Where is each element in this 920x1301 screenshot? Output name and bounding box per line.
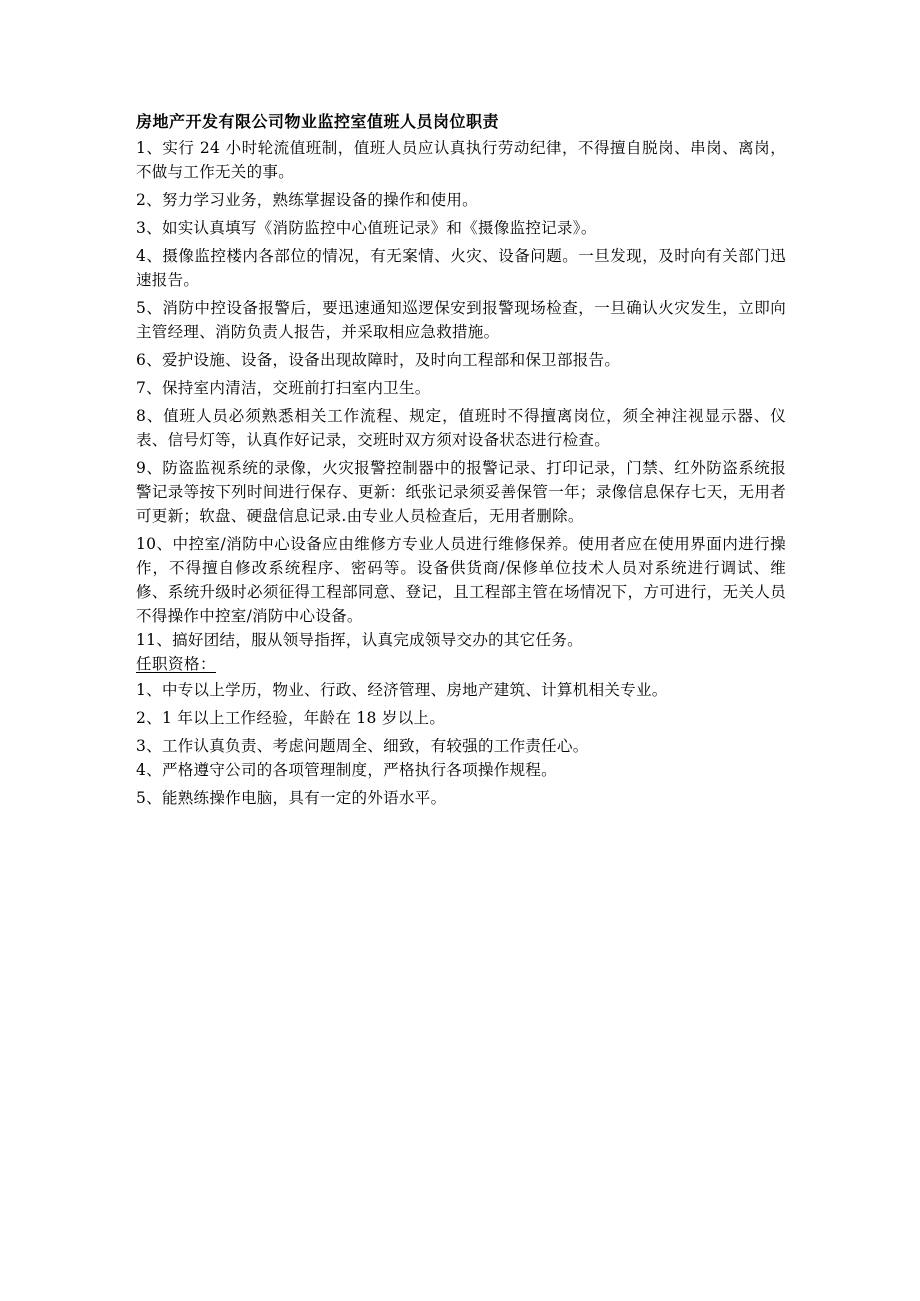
duties-list: [136, 136, 786, 652]
qualifications-list: [136, 678, 786, 810]
duty-item-1: 1、实行 24 小时轮流值班制，值班人员应认真执行劳动纪律，不得擅自脱岗、串岗、离岗，不做与工作无关的事。: [136, 139, 786, 181]
duty-item-3: 3、如实认真填写《消防监控中心值班记录》和《摄像监控记录》。: [136, 219, 597, 237]
qualification-item-3: 3、工作认真负责、考虑问题周全、细致，有较强的工作责任心。: [136, 737, 589, 755]
duty-item-9: 9、防盗监视系统的录像，火灾报警控制器中的报警记录、打印记录，门禁、红外防盗系统报警记录等按下列时间进行保存、更新：纸张记录须妥善保管一年；录像信息保存七天，无用者可更新；软盘、硬盘信息记录.由专业人员检查后，无用者删除。: [136, 459, 786, 525]
document-title: 房地产开发有限公司物业监控室值班人员岗位职责: [136, 112, 500, 131]
duty-item-11: 11、搞好团结，服从领导指挥，认真完成领导交办的其它任务。: [136, 631, 583, 649]
document-page: [136, 110, 786, 814]
duty-item-10: 10、中控室/消防中心设备应由维修方专业人员进行维修保养。使用者应在使用界面内进行操作，不得擅自修改系统程序、密码等。设备供货商/保修单位技术人员对系统进行调试、维修、系统升级时必须征得工程部同意、登记，且工程部主管在场情况下，方可进行，无关人员不得操作中控室/消防中心设备。: [136, 535, 786, 625]
qualification-item-5: 5、能熟练操作电脑，具有一定的外语水平。: [136, 789, 447, 807]
duty-item-6: 6、爱护设施、设备，设备出现故障时，及时向工程部和保卫部报告。: [136, 351, 621, 369]
duty-item-5: 5、消防中控设备报警后，要迅速通知巡逻保安到报警现场检查，一旦确认火灾发生，立即向主管经理、消防负责人报告，并采取相应急救措施。: [136, 299, 786, 341]
qualification-heading-text: 任职资格：: [136, 655, 217, 673]
duty-item-8: 8、值班人员必须熟悉相关工作流程、规定，值班时不得擅离岗位，须全神注视显示器、仪表、信号灯等，认真作好记录，交班时双方须对设备状态进行检查。: [136, 407, 786, 449]
qualification-item-1: 1、中专以上学历，物业、行政、经济管理、房地产建筑、计算机相关专业。: [136, 681, 668, 699]
duty-item-4: 4、摄像监控楼内各部位的情况，有无案情、火灾、设备问题。一旦发现，及时向有关部门迅速报告。: [136, 247, 786, 289]
duty-item-2: 2、努力学习业务，熟练掌握设备的操作和使用。: [136, 191, 478, 209]
qualification-heading: [136, 652, 786, 676]
qualification-item-4: 4、严格遵守公司的各项管理制度，严格执行各项操作规程。: [136, 761, 557, 779]
duty-item-7: 7、保持室内清洁，交班前打扫室内卫生。: [136, 379, 431, 397]
qualification-item-2: 2、1 年以上工作经验，年龄在 18 岁以上。: [136, 709, 446, 727]
